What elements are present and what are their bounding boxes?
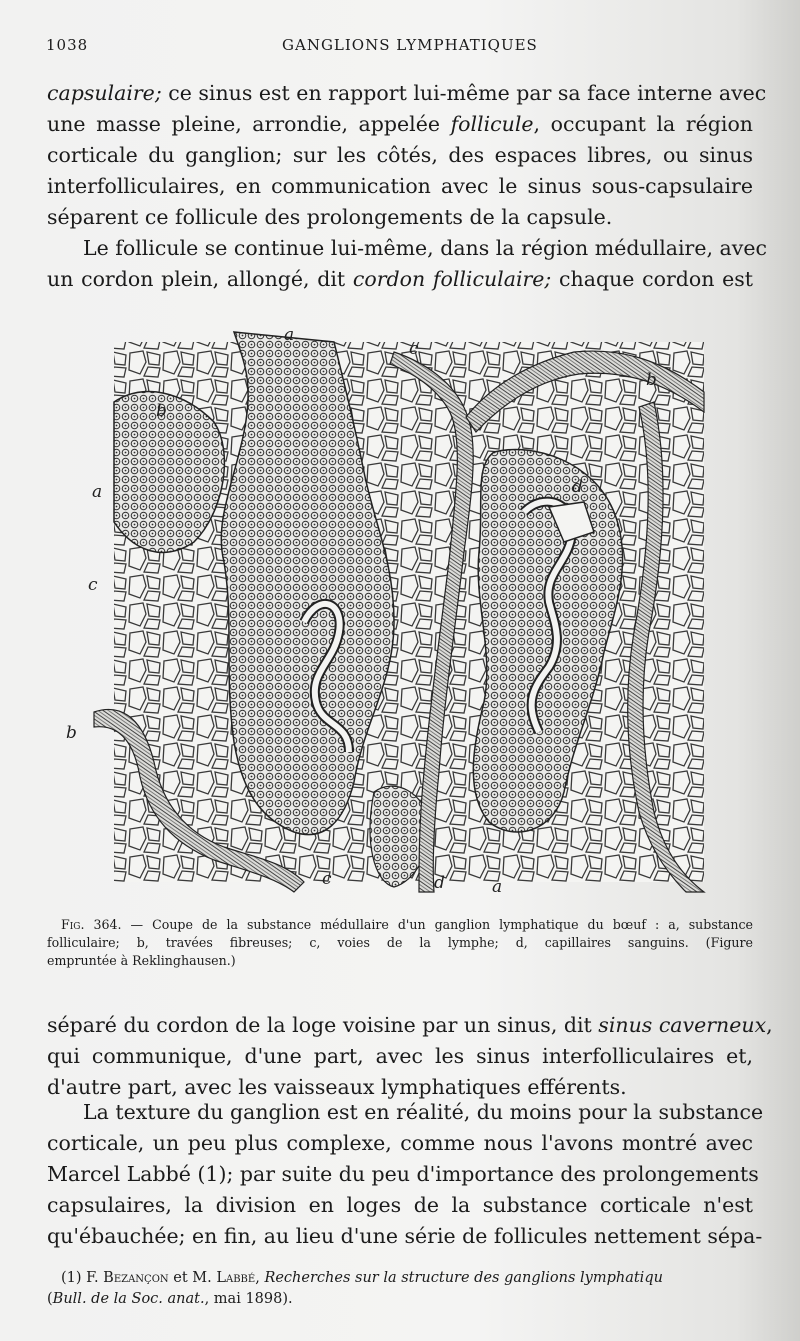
label-d-right: d <box>572 477 583 497</box>
third-paragraph <box>47 1097 764 1252</box>
footnote-line: (1) F. Bezançon et M. Labbé, Recherches sur la structure des ganglions lymphatiqu <box>61 1270 663 1286</box>
label-b-left: b <box>66 723 77 743</box>
text-line: Marcel Labbé (1); par suite du peu d'importance des prolongements <box>47 1162 759 1186</box>
running-head <box>46 36 754 60</box>
text-line: d'autre part, avec les vaisseaux lymphatiques efférents. <box>47 1075 627 1099</box>
text-line: un cordon plein, allongé, dit cordon folliculaire; chaque cordon est <box>47 267 754 291</box>
label-b-upper-left: b <box>156 401 167 421</box>
label-b-top-right: b <box>646 370 657 390</box>
label-a-top: a <box>284 325 295 345</box>
footnote <box>47 1268 753 1310</box>
caption-line: Fig. 364. — Coupe de la substance médullaire d'un ganglion lymphatique du bœuf : a, substance <box>61 917 754 932</box>
label-c-top: c <box>409 339 419 359</box>
text-line: qu'ébauchée; en fin, au lieu d'une série de follicules nettement sépa- <box>47 1224 763 1248</box>
text-line: capsulaires, la division en loges de la substance corticale n'est <box>47 1193 753 1217</box>
running-title: GANGLIONS LYMPHATIQUES <box>282 36 538 54</box>
text-line: corticale, un peu plus complexe, comme nous l'avons montré avec <box>47 1131 753 1155</box>
label-c-bottom: c <box>322 869 332 889</box>
text-line: interfolliculaires, en communication avec le sinus sous-capsulaire <box>47 174 753 198</box>
footnote-line: (Bull. de la Soc. anat., mai 1898). <box>47 1291 293 1307</box>
label-a-bottom: a <box>492 877 503 897</box>
text-line: qui communique, d'une part, avec les sinus interfolliculaires et, <box>47 1044 753 1068</box>
top-paragraph <box>47 78 767 233</box>
label-c-left: c <box>88 575 98 595</box>
figure-caption <box>47 916 753 970</box>
text-line: capsulaire; ce sinus est en rapport lui-même par sa face interne avec <box>47 81 767 105</box>
label-d-bottom: d <box>434 873 445 893</box>
text-line: La texture du ganglion est en réalité, du moins pour la substance <box>83 1100 764 1124</box>
second-paragraph <box>47 233 767 295</box>
caption-line: empruntée à Reklinghausen.) <box>47 953 236 968</box>
text-line: corticale du ganglion; sur les côtés, des espaces libres, ou sinus <box>47 143 753 167</box>
text-line: Le follicule se continue lui-même, dans la région médullaire, avec <box>83 236 767 260</box>
histology-engraving <box>66 322 716 897</box>
italic-term: sinus caverneux <box>598 1013 767 1037</box>
figure-364-illustration <box>66 322 716 897</box>
text-line: séparé du cordon de la loge voisine par un sinus, dit sinus caverneux, <box>47 1013 773 1037</box>
text-line: séparent ce follicule des prolongements de la capsule. <box>47 205 613 229</box>
italic-term: follicule <box>450 112 534 136</box>
caption-line: folliculaire; b, travées fibreuses; c, voies de la lymphe; d, capillaires sanguins. (Figure <box>47 935 753 950</box>
figure-number: Fig. 364. <box>61 917 122 932</box>
bottom-paragraph <box>47 1010 773 1103</box>
page-number: 1038 <box>46 36 89 54</box>
italic-term: cordon folliculaire; <box>352 267 552 291</box>
italic-term: capsulaire; <box>47 81 162 105</box>
text-line: une masse pleine, arrondie, appelée follicule, occupant la région <box>47 112 753 136</box>
label-a-left: a <box>92 482 103 502</box>
